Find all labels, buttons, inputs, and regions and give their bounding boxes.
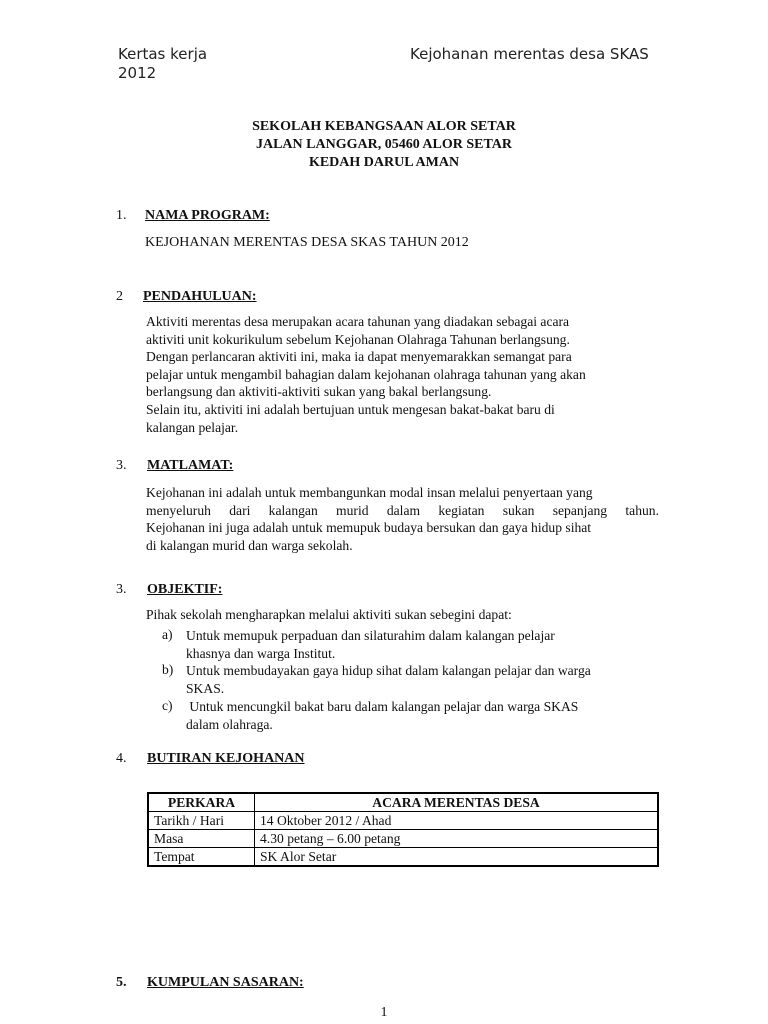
school-address-block (0, 118, 768, 172)
section-title-pendahuluan: PENDAHULUAN: (143, 289, 257, 304)
table-header-cell: ACARA MERENTAS DESA (255, 793, 659, 812)
paragraph-line: Kejohanan ini juga adalah untuk memupuk budaya bersukan dan gaya hidup sihat (146, 520, 592, 536)
section-title-kumpulan-sasaran: KUMPULAN SASARAN: (147, 975, 304, 990)
list-marker: b) (162, 662, 174, 677)
matlamat-paragraph (146, 484, 659, 554)
paragraph-line: Kejohanan ini adalah untuk membangunkan modal insan melalui penyertaan yang (146, 485, 593, 500)
section-title-butiran: BUTIRAN KEJOHANAN (147, 751, 305, 766)
section-number: 4. (116, 751, 127, 766)
header-left-line1: Kertas kerja (118, 45, 208, 63)
section-number: 3. (116, 458, 127, 473)
section-number: 1. (116, 208, 127, 223)
table-header-cell: PERKARA (148, 793, 255, 812)
paragraph-line: aktiviti unit kokurikulum sebelum Kejohanan Olahraga Tahunan berlangsung. (146, 331, 570, 347)
paragraph-line: Aktiviti merentas desa merupakan acara tahunan yang diadakan sebagai acara (146, 314, 570, 329)
list-marker: a) (162, 627, 173, 642)
section-title-matlamat: MATLAMAT: (147, 458, 234, 473)
table-header-row (148, 793, 658, 812)
table-cell: Tempat (148, 848, 255, 867)
objektif-item-c (186, 698, 578, 733)
objektif-item-a (186, 627, 555, 662)
header-left-line2: 2012 (118, 64, 157, 82)
list-line: SKAS. (186, 680, 225, 696)
butiran-table (147, 792, 659, 867)
paragraph-line: berlangsung dan aktiviti-aktiviti sukan yang bakal berlangsung. (146, 384, 492, 400)
table-row (148, 812, 658, 830)
school-name: SEKOLAH KEBANGSAAN ALOR SETAR (252, 119, 516, 134)
table-cell: 14 Oktober 2012 / Ahad (255, 812, 659, 830)
paragraph-line: menyeluruh dari kalangan murid dalam kegiatan sukan sepanjang tahun. (146, 502, 659, 518)
pendahuluan-paragraph (146, 313, 586, 436)
table-row (148, 848, 658, 867)
section-title-nama-program: NAMA PROGRAM: (145, 208, 270, 223)
section-title-objektif: OBJEKTIF: (147, 582, 223, 597)
table-cell: SK Alor Setar (255, 848, 659, 867)
list-line: dalam olahraga. (186, 716, 273, 732)
section-number: 3. (116, 582, 127, 597)
list-line: Untuk mencungkil bakat baru dalam kalangan pelajar dan warga SKAS (186, 699, 579, 714)
section-number: 5. (116, 975, 127, 990)
list-line: khasnya dan warga Institut. (186, 645, 336, 661)
header-left (118, 45, 207, 83)
program-name: KEJOHANAN MERENTAS DESA SKAS TAHUN 2012 (145, 235, 469, 250)
paragraph-line: Dengan perlancaran aktiviti ini, maka ia dapat menyemarakkan semangat para (146, 349, 572, 365)
paragraph-line: di kalangan murid dan warga sekolah. (146, 537, 353, 553)
school-state: KEDAH DARUL AMAN (308, 155, 460, 170)
section-number: 2 (116, 289, 123, 304)
objektif-item-b (186, 662, 591, 697)
table-cell: 4.30 petang – 6.00 petang (255, 830, 659, 848)
header-right: Kejohanan merentas desa SKAS (410, 45, 649, 63)
list-marker: c) (162, 698, 173, 713)
paragraph-line: Selain itu, aktiviti ini adalah bertujuan untuk mengesan bakat-bakat baru di (146, 401, 555, 417)
paragraph-line: pelajar untuk mengambil bahagian dalam kejohanan olahraga tahunan yang akan (146, 366, 586, 382)
table-cell: Masa (148, 830, 255, 848)
table-row (148, 830, 658, 848)
paragraph-line: kalangan pelajar. (146, 419, 239, 435)
school-street: JALAN LANGGAR, 05460 ALOR SETAR (255, 137, 513, 152)
list-line: Untuk memupuk perpaduan dan silaturahim dalam kalangan pelajar (186, 628, 555, 643)
table-cell: Tarikh / Hari (148, 812, 255, 830)
list-line: Untuk membudayakan gaya hidup sihat dalam kalangan pelajar dan warga (186, 663, 591, 678)
objektif-intro: Pihak sekolah mengharapkan melalui aktiviti sukan sebegini dapat: (146, 607, 512, 622)
page-number: 1 (380, 1005, 388, 1020)
